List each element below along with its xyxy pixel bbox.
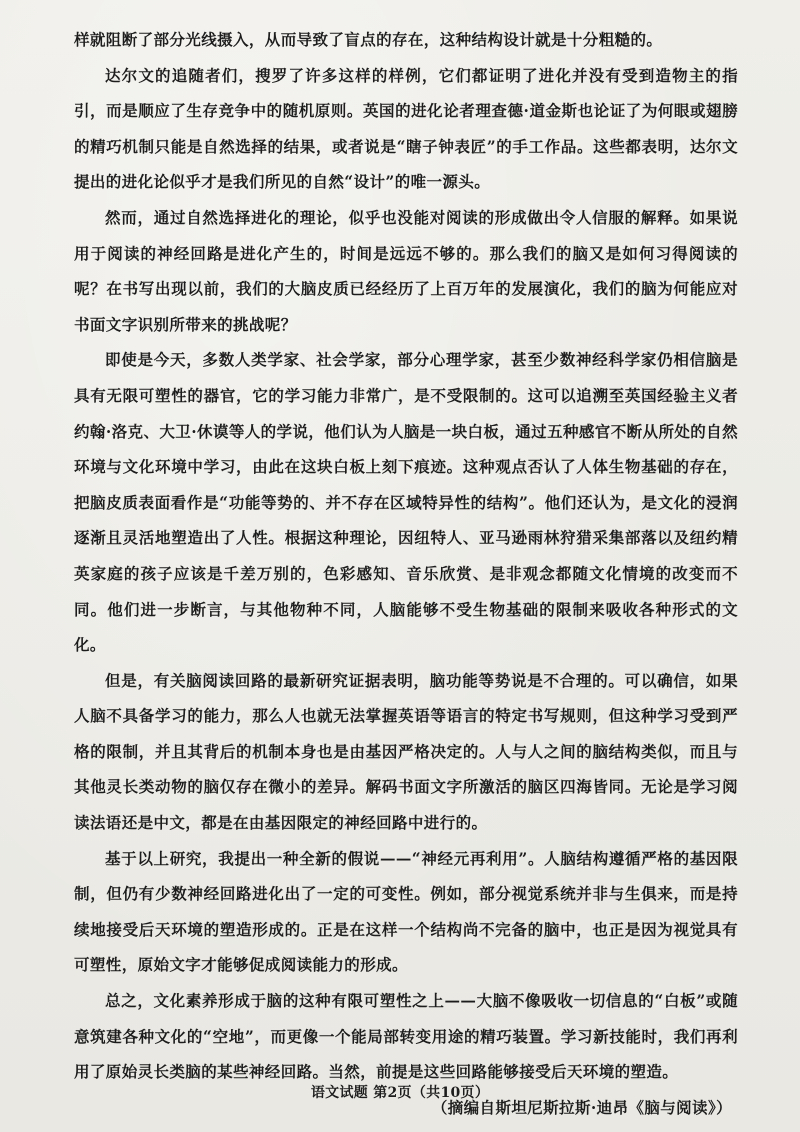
paragraph-5: 但是，有关脑阅读回路的最新研究证据表明，脑功能等势说是不合理的。可以确信，如果人脑不具备学习的能力，那么人也就无法掌握英语等语言的特定书写规则，但这种学习受到严格的限制，并且其背后的机制本身也是由基因严格决定的。人与人之间的脑结构类似，而且与其他灵长类动物的脑仅存在微小的差异。解码书面文字所激活的脑区四海皆同。无论是学习阅读法语还是中文，都是在由基因限定的神经回路中进行的。 [74,670,738,833]
paragraph-6: 基于以上研究，我提出一种全新的假说——“神经元再利用”。人脑结构遵循严格的基因限制，但仍有少数神经回路进化出了一定的可变性。例如，部分视觉系统并非与生俱来，而是持续地接受后天环境的塑造形成的。正是在这样一个结构尚不完备的脑中，也正是因为视觉具有可塑性，原始文字才能够促成阅读能力的形成。 [74,848,738,975]
article-body [74,22,738,1125]
paragraph-4: 即使是今天，多数人类学家、社会学家，部分心理学家，甚至少数神经科学家仍相信脑是具有无限可塑性的器官，它的学习能力非常广，是不受限制的。这可以追溯至英国经验主义者约翰·洛克、大卫·休谟等人的学说，他们认为人脑是一块白板，通过五种感官不断从所处的自然环境与文化环境中学习，由此在这块白板上刻下痕迹。这种观点否认了人体生物基础的存在，把脑皮质表面看作是“功能等势的、并不存在区域特异性的结构”。他们还认为，是文化的浸润逐渐且灵活地塑造出了人性。根据这种理论，因纽特人、亚马逊雨林狩猎采集部落以及纽约精英家庭的孩子应该是千差万别的，色彩感知、音乐欣赏、是非观念都随文化情境的改变而不同。他们进一步断言，与其他物种不同，人脑能够不受生物基础的限制来吸收各种形式的文化。 [74,350,738,655]
paragraph-3: 然而，通过自然选择进化的理论，似乎也没能对阅读的形成做出令人信服的解释。如果说用于阅读的神经回路是进化产生的，时间是远远不够的。那么我们的脑又是如何习得阅读的呢？在书写出现以前，我们的大脑皮质已经经历了上百万年的发展演化，我们的脑为何能应对书面文字识别所带来的挑战呢？ [74,207,738,334]
paragraph-2: 达尔文的追随者们，搜罗了许多这样的样例，它们都证明了进化并没有受到造物主的指引，而是顺应了生存竞争中的随机原则。英国的进化论者理查德·道金斯也论证了为何眼或翅膀的精巧机制只能是自然选择的结果，或者说是“瞎子钟表匠”的手工作品。这些都表明，达尔文提出的进化论似乎才是我们所见的自然“设计”的唯一源头。 [74,65,738,192]
paragraph-7: 总之，文化素养形成于脑的这种有限可塑性之上——大脑不像吸收一切信息的“白板”或随意筑建各种文化的“空地”，而更像一个能局部转变用途的精巧装置。学习新技能时，我们再利用了原始灵长类脑的某些神经回路。当然，前提是这些回路能够接受后天环境的塑造。 [74,991,738,1082]
page-footer: 语文试题 第2页（共10页） [310,1085,490,1101]
paragraph-1: 样就阻断了部分光线摄入，从而导致了盲点的存在，这种结构设计就是十分粗糙的。 [74,30,663,49]
source-citation: （摘编自斯坦尼斯拉斯·迪昂《脑与阅读》） [431,1097,732,1117]
